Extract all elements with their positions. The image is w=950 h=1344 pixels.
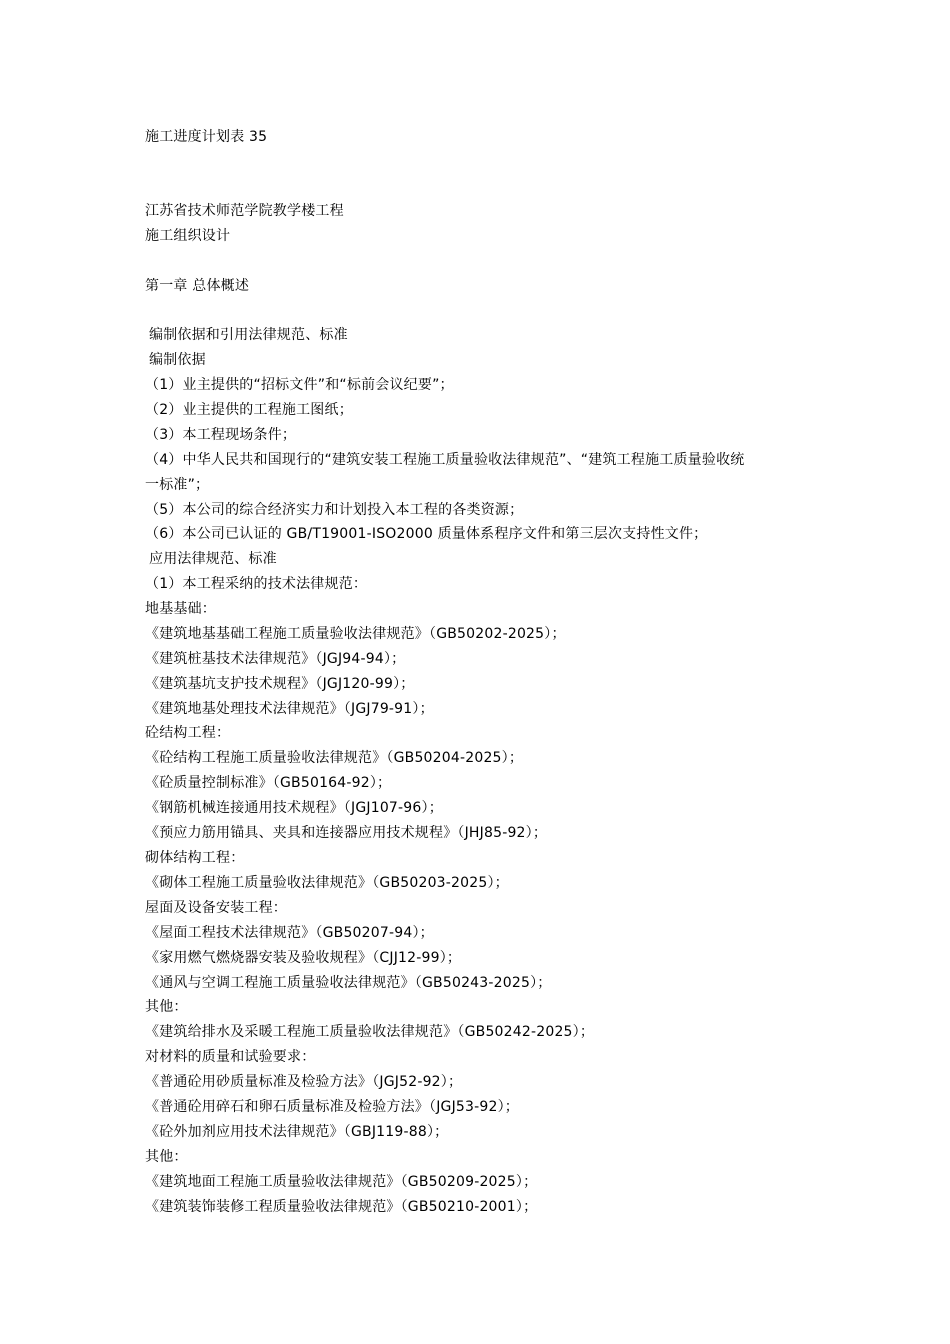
basis-item-continued: 一标准”； <box>145 477 210 493</box>
standard-item: 《家用燃气燃烧器安装及验收规程》（CJJ12-99）； <box>145 950 462 966</box>
standard-item: 《建筑给排水及采暖工程施工质量验收法律规范》（GB50242-2025）； <box>145 1024 595 1040</box>
document-title: 施工进度计划表 35 <box>145 129 268 145</box>
standard-item: 《建筑基坑支护技术规程》（JGJ120-99）； <box>145 676 415 692</box>
category-heading: 其他： <box>145 1149 188 1165</box>
chapter-heading: 第一章 总体概述 <box>145 278 250 294</box>
standard-item: 《普通砼用砂质量标准及检验方法》（JGJ52-92）； <box>145 1074 463 1090</box>
standard-item: 《建筑地基基础工程施工质量验收法律规范》（GB50202-2025）； <box>145 626 566 642</box>
standard-item: 《通风与空调工程施工质量验收法律规范》（GB50243-2025）； <box>145 975 552 991</box>
subsection-heading: 应用法律规范、标准 <box>149 551 277 567</box>
category-heading: 对材料的质量和试验要求： <box>145 1049 316 1065</box>
basis-item: （5）本公司的综合经济实力和计划投入本工程的各类资源； <box>145 502 524 518</box>
section-heading: 编制依据和引用法律规范、标准 <box>149 327 348 343</box>
basis-item: （4）中华人民共和国现行的“建筑安装工程施工质量验收法律规范”、“建筑工程施工质量验收统 <box>145 452 745 468</box>
subsection-heading: 编制依据 <box>149 352 206 368</box>
standard-item: 《预应力筋用锚具、夹具和连接器应用技术规程》（JHJ85-92）； <box>145 825 548 841</box>
standard-item: 《建筑装饰装修工程质量验收法律规范》（GB50210-2001）； <box>145 1199 538 1215</box>
category-heading: 其他： <box>145 999 188 1015</box>
basis-item: （1）业主提供的“招标文件”和“标前会议纪要”； <box>145 377 454 393</box>
basis-item: （6）本公司已认证的 GB/T19001-ISO2000 质量体系程序文件和第三层次支持性文件； <box>145 526 708 542</box>
standard-item: 《建筑地面工程施工质量验收法律规范》（GB50209-2025）； <box>145 1174 538 1190</box>
standard-item: 《砼质量控制标准》（GB50164-92）； <box>145 775 392 791</box>
category-heading: 砼结构工程： <box>145 725 231 741</box>
category-heading: 砌体结构工程： <box>145 850 245 866</box>
category-heading: 地基基础： <box>145 601 216 617</box>
standard-item: 《建筑桩基技术法律规范》（JGJ94-94）； <box>145 651 406 667</box>
standard-item: 《砼外加剂应用技术法律规范》（GBJ119-88）； <box>145 1124 449 1140</box>
project-name: 江苏省技术师范学院教学楼工程 <box>145 203 344 219</box>
standard-item: 《砼结构工程施工质量验收法律规范》（GB50204-2025）； <box>145 750 524 766</box>
basis-item: （3）本工程现场条件； <box>145 427 297 443</box>
document-subtitle: 施工组织设计 <box>145 228 231 244</box>
list-item: （1）本工程采纳的技术法律规范： <box>145 576 368 592</box>
standard-item: 《钢筋机械连接通用技术规程》（JGJ107-96）； <box>145 800 443 816</box>
standard-item: 《砌体工程施工质量验收法律规范》（GB50203-2025）； <box>145 875 509 891</box>
standard-item: 《普通砼用碎石和卵石质量标准及检验方法》（JGJ53-92）； <box>145 1099 519 1115</box>
standard-item: 《建筑地基处理技术法律规范》（JGJ79-91）； <box>145 701 434 717</box>
standard-item: 《屋面工程技术法律规范》（GB50207-94）； <box>145 925 434 941</box>
category-heading: 屋面及设备安装工程： <box>145 900 287 916</box>
basis-item: （2）业主提供的工程施工图纸； <box>145 402 353 418</box>
